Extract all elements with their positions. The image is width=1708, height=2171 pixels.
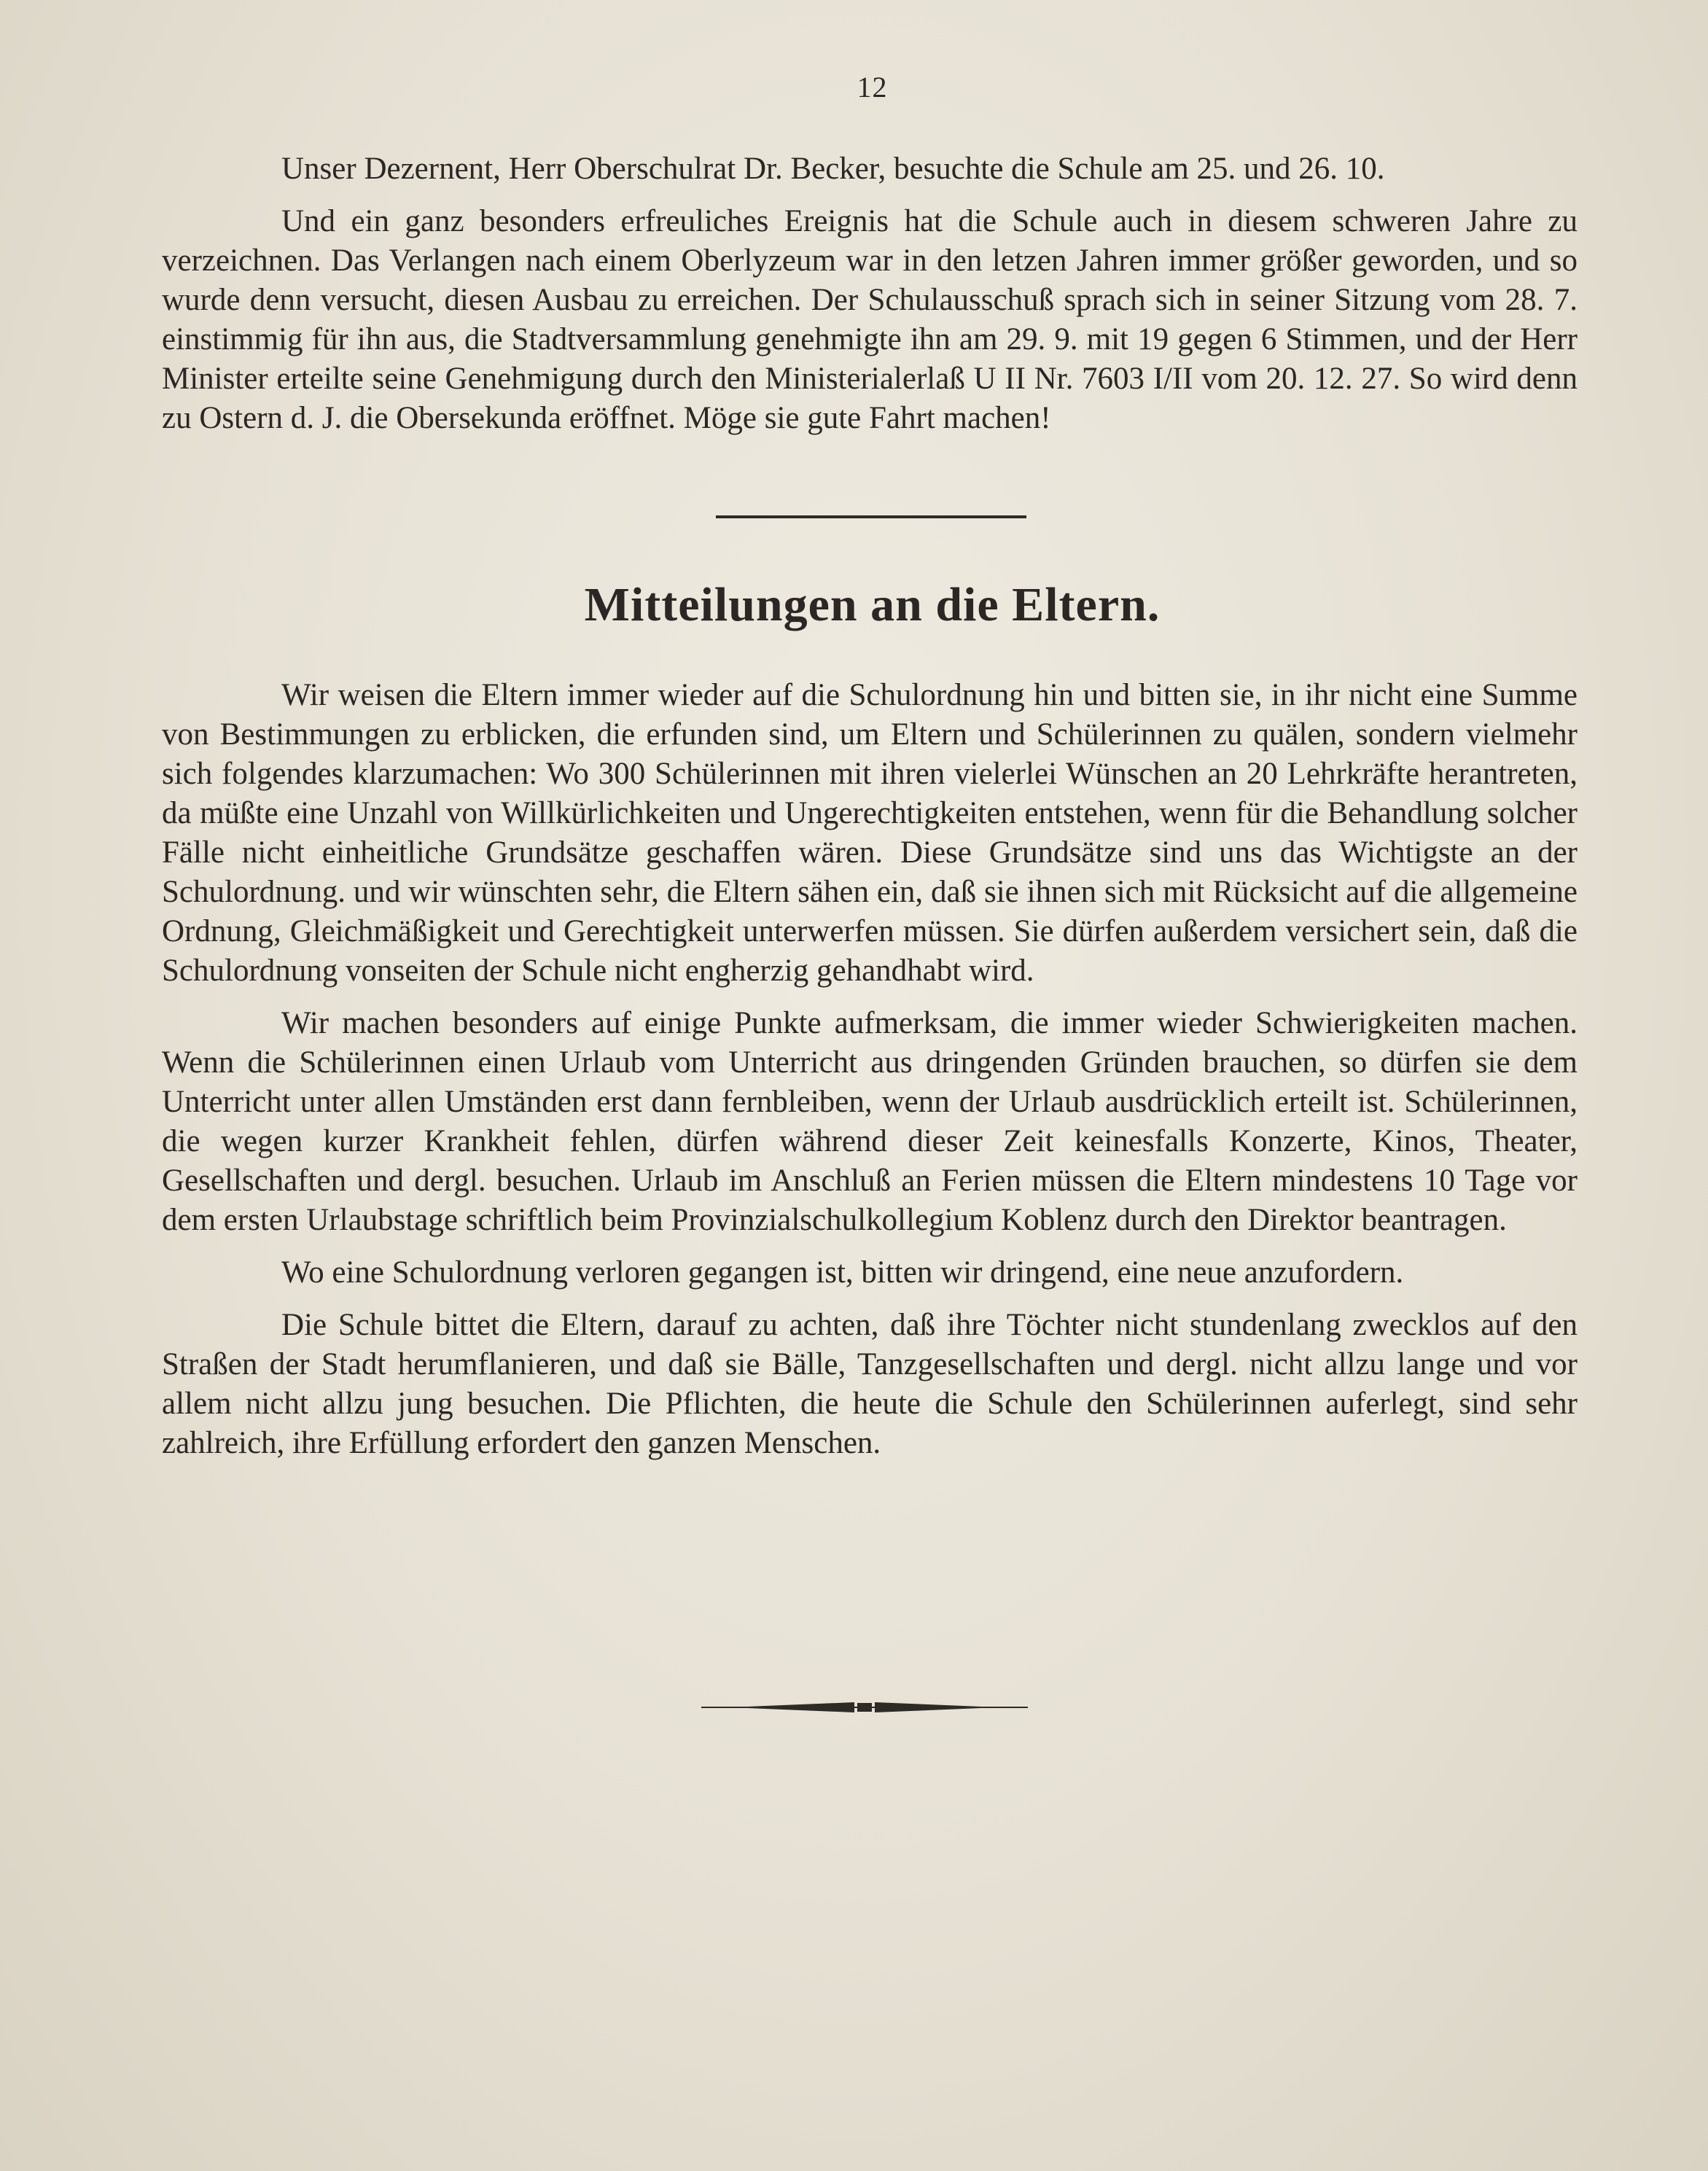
intro-text	[162, 149, 1578, 438]
body-paragraph: Wir machen besonders auf einige Punkte aufmerksam, die immer wieder Schwierigkeiten machen. Wenn die Schülerinnen einen Urlaub vom Unterricht aus dringenden Gründen brauchen, so dürfen sie dem Unterricht unter allen Umständen erst dann fernbleiben, wenn der Urlaub ausdrücklich erteilt ist. Schülerinnen, die wegen kurzer Krankheit fehlen, dürfen während dieser Zeit keinesfalls Konzerte, Kinos, Theater, Gesellschaften und dergl. besuchen. Urlaub im Anschluß an Ferien müssen die Eltern mindestens 10 Tage vor dem ersten Urlaubstage schriftlich beim Provinzialschulkollegium Koblenz durch den Direktor beantragen.	[162, 1006, 1578, 1237]
intro-paragraph: Unser Dezernent, Herr Oberschulrat Dr. Becker, besuchte die Schule am 25. und 26. 10.	[281, 152, 1385, 186]
intro-paragraph: Und ein ganz besonders erfreuliches Ereignis hat die Schule auch in diesem schweren Jahre zu verzeichnen. Das Verlangen nach einem Oberlyzeum war in den letzen Jahren immer größer geworden, und so wurde denn versucht, diesen Ausbau zu erreichen. Der Schulausschuß sprach sich in seiner Sitzung vom 28. 7. einstimmig für ihn aus, die Stadtversammlung genehmigte ihn am 29. 9. mit 19 gegen 6 Stimmen, und der Herr Minister erteilte seine Genehmigung durch den Ministerialerlaß U II Nr. 7603 I/II vom 20. 12. 27. So wird denn zu Ostern d. J. die Obersekunda eröffnet. Möge sie gute Fahrt machen!	[162, 204, 1578, 435]
body-paragraph: Wo eine Schulordnung verloren gegangen ist, bitten wir dringend, eine neue anzufordern.	[281, 1255, 1404, 1290]
body-paragraph: Wir weisen die Eltern immer wieder auf die Schulordnung hin und bitten sie, in ihr nicht eine Summe von Bestimmungen zu erblicken, die erfunden sind, um Eltern und Schülerinnen zu quälen, sondern vielmehr sich folgendes klarzumachen: Wo 300 Schülerinnen mit ihren vielerlei Wünschen an 20 Lehrkräfte herantreten, da müßte eine Unzahl von Willkürlichkeiten und Ungerechtigkeiten entstehen, wenn für die Behandlung solcher Fälle nicht einheitliche Grundsätze geschaffen wären. Diese Grundsätze sind uns das Wichtigste an der Schulordnung. und wir wünschten sehr, die Eltern sähen ein, daß sie ihnen sich mit Rücksicht auf die allgemeine Ordnung, Gleichmäßigkeit und Gerechtigkeit unterwerfen müssen. Sie dürfen außerdem versichert sein, daß die Schulordnung vonseiten der Schule nicht engherzig gehandhabt wird.	[162, 678, 1578, 988]
section-body	[162, 676, 1578, 1463]
end-ornament	[701, 1696, 1028, 1713]
body-paragraph: Die Schule bittet die Eltern, darauf zu achten, daß ihre Töchter nicht stundenlang zwecklos auf den Straßen der Stadt herumflanieren, und daß sie Bälle, Tanzgesellschaften und dergl. nicht allzu lange und vor allem nicht allzu jung besuchen. Die Pflichten, die heute die Schule den Schülerinnen auferlegt, sind sehr zahlreich, ihre Erfüllung erfordert den ganzen Menschen.	[162, 1308, 1578, 1460]
section-title: Mitteilungen an die Eltern.	[584, 578, 1161, 631]
page-number: 12	[857, 71, 888, 104]
section-divider	[716, 515, 1026, 518]
